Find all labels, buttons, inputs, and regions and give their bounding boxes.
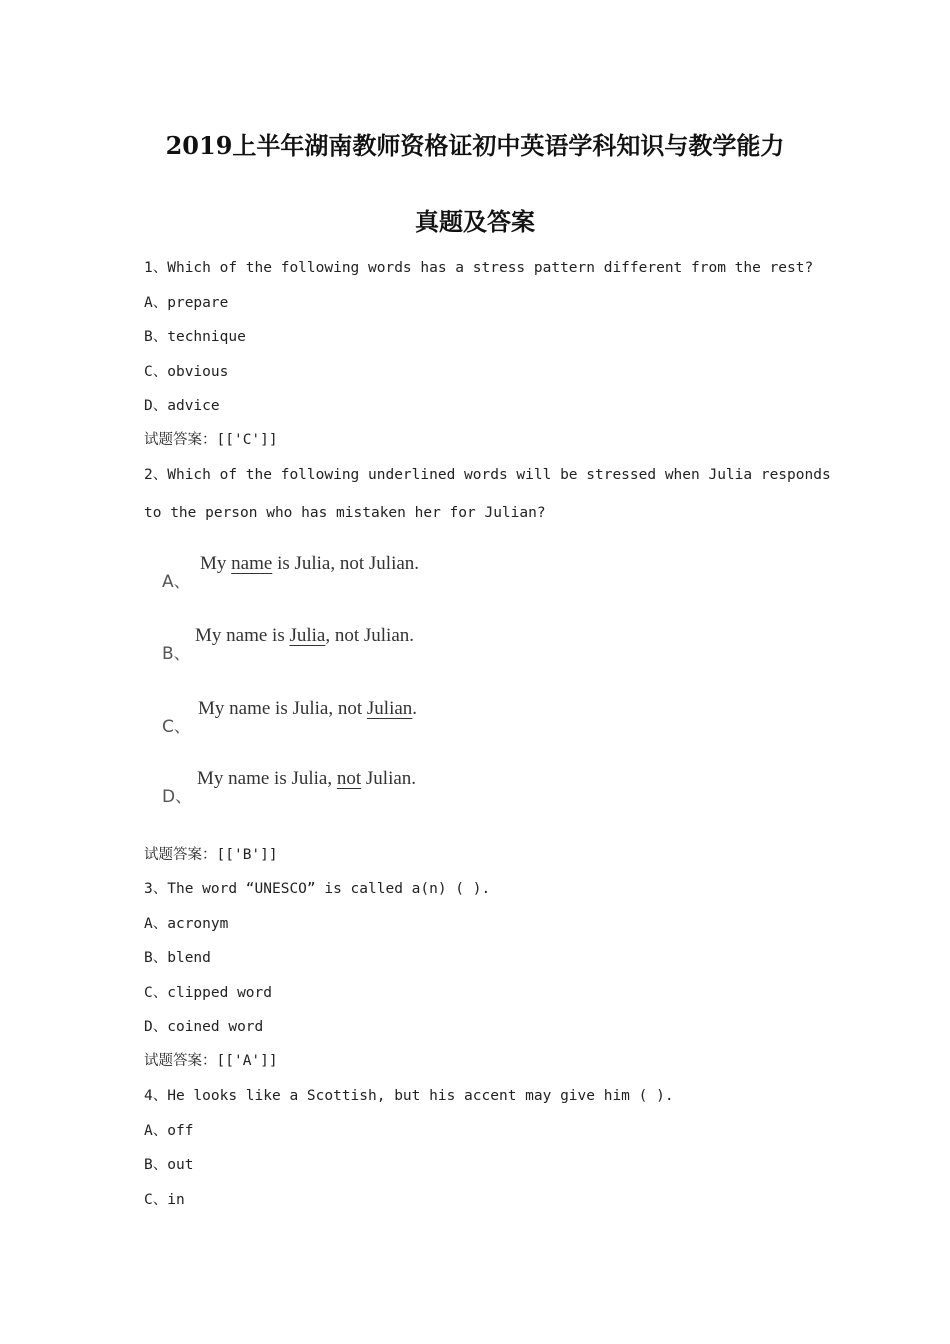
q1-stem: 1、Which of the following words has a stress pattern different from the rest? xyxy=(144,260,814,276)
underlined-word: not xyxy=(336,768,362,789)
q2-option-b-sentence: My name is Julia, not Julian. xyxy=(195,625,415,646)
q4-option-c: C、in xyxy=(144,1192,185,1208)
q2-option-d-sentence: My name is Julia, not Julian. xyxy=(197,768,417,789)
page-title-line-1: 2019上半年湖南教师资格证初中英语学科知识与教学能力 xyxy=(165,131,785,160)
q3-answer: 试题答案：[['A']] xyxy=(144,1053,278,1069)
q4-option-b: B、out xyxy=(144,1157,194,1173)
q2-option-a-label: A、 xyxy=(162,572,191,592)
underlined-word: Julia xyxy=(289,625,326,646)
q2-option-a xyxy=(160,553,460,597)
q3-option-a: A、acronym xyxy=(144,916,229,932)
page-title-line-2: 真题及答案 xyxy=(415,207,535,236)
q2-stem-line-1: 2、Which of the following underlined words will be stressed when Julia responds xyxy=(144,467,831,483)
q2-stem-line-2: to the person who has mistaken her for Julian? xyxy=(144,505,546,521)
q2-option-d xyxy=(160,768,460,812)
underlined-word: Julian xyxy=(366,698,413,719)
q2-option-b xyxy=(160,625,460,669)
underlined-word: name xyxy=(231,553,273,574)
q2-option-b-label: B、 xyxy=(162,644,191,664)
q2-option-c-label: C、 xyxy=(162,717,191,737)
q4-stem: 4、He looks like a Scottish, but his accent may give him ( ). xyxy=(144,1088,674,1104)
q2-option-c-sentence: My name is Julia, not Julian. xyxy=(198,698,418,719)
q3-option-b: B、blend xyxy=(144,950,211,966)
q1-option-b: B、technique xyxy=(144,329,246,345)
q3-option-d: D、coined word xyxy=(144,1019,264,1035)
q4-option-a: A、off xyxy=(144,1123,194,1139)
q1-option-c: C、obvious xyxy=(144,364,229,380)
q2-answer: 试题答案：[['B']] xyxy=(144,847,278,863)
q1-option-a: A、prepare xyxy=(144,295,229,311)
q2-option-c xyxy=(160,698,460,742)
q2-option-d-label: D、 xyxy=(162,787,193,807)
q3-option-c: C、clipped word xyxy=(144,985,272,1001)
q3-stem: 3、The word “UNESCO” is called a(n) ( ). xyxy=(144,881,491,897)
q1-answer: 试题答案：[['C']] xyxy=(144,432,278,448)
q2-option-a-sentence: My name is Julia, not Julian. xyxy=(200,553,420,574)
q1-option-d: D、advice xyxy=(144,398,220,414)
